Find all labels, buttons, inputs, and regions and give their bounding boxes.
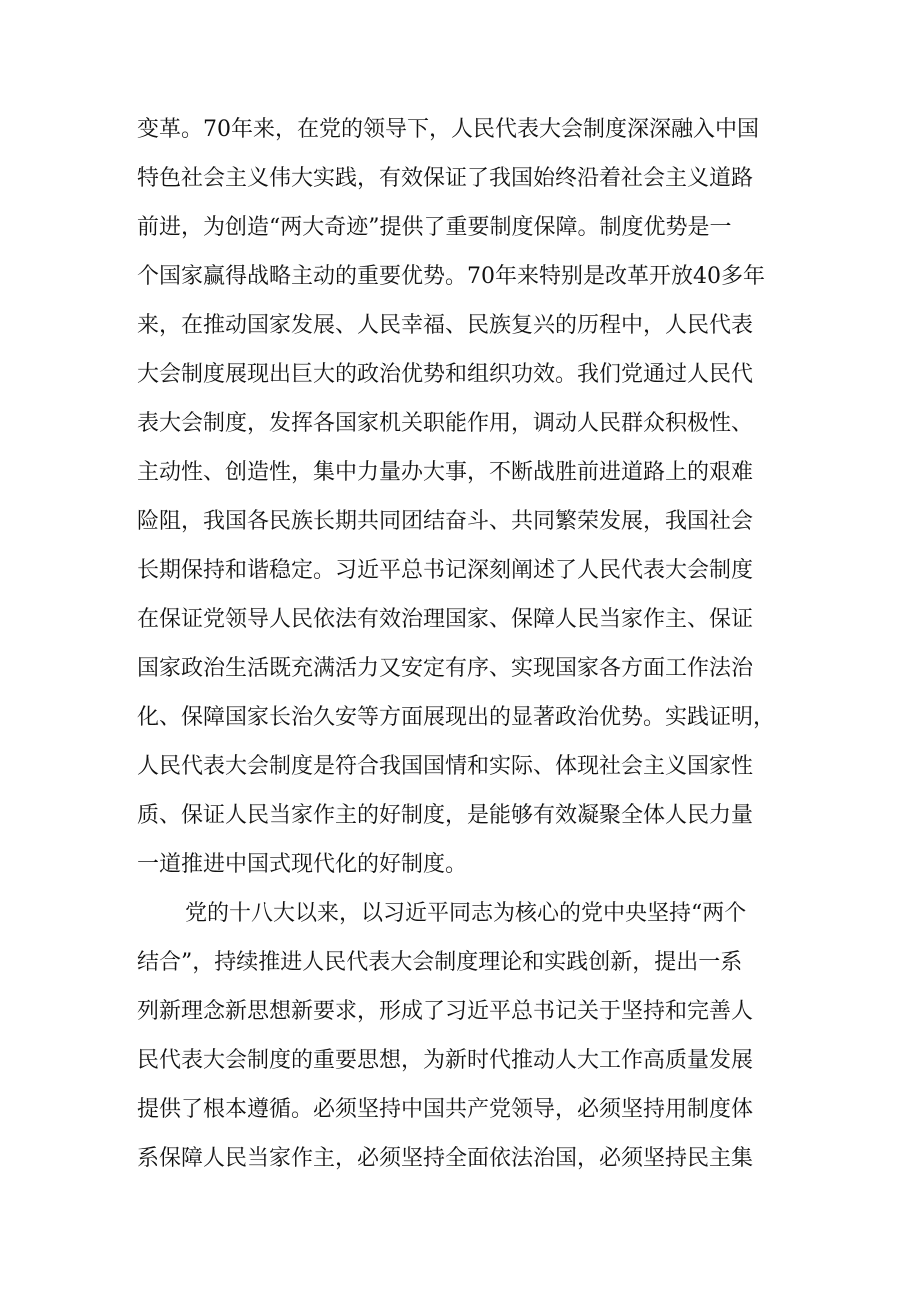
paragraph-1-line-8: 主动性、创造性，集中力量办大事，不断战胜前进道路上的艰难 [137,460,754,485]
paragraph-1-line-13: 化、保障国家长治久安等方面展现出的显著政治优势。实践证明， [137,705,776,730]
paragraph-2-line-4: 民代表大会制度的重要思想，为新时代推动人大工作高质量发展 [137,1048,754,1073]
paragraph-2-line-5: 提供了根本遵循。必须坚持中国共产党领导，必须坚持用制度体 [137,1097,754,1122]
paragraph-1-line-1: 变革。70年来，在党的领导下，人民代表大会制度深深融入中国 [137,117,759,142]
paragraph-1-line-5: 来，在推动国家发展、人民幸福、民族复兴的历程中，人民代表 [137,313,754,338]
paragraph-1-line-10: 长期保持和谐稳定。习近平总书记深刻阐述了人民代表大会制度 [137,558,754,583]
paragraph-1-line-15: 质、保证人民当家作主的好制度，是能够有效凝聚全体人民力量 [137,803,754,828]
paragraph-2-line-3: 列新理念新思想新要求，形成了习近平总书记关于坚持和完善人 [137,999,754,1024]
paragraph-1-line-9: 险阻，我国各民族长期共同团结奋斗、共同繁荣发展，我国社会 [137,509,754,534]
paragraph-2-line-1: 党的十八大以来，以习近平同志为核心的党中央坚持“两个 [185,901,747,926]
paragraph-1-line-6: 大会制度展现出巨大的政治优势和组织功效。我们党通过人民代 [137,362,754,387]
paragraph-1-line-12: 国家政治生活既充满活力又安定有序、实现国家各方面工作法治 [137,656,754,681]
paragraph-2-line-2: 结合”，持续推进人民代表大会制度理论和实践创新，提出一系 [137,950,743,975]
paragraph-1-line-11: 在保证党领导人民依法有效治理国家、保障人民当家作主、保证 [137,607,754,632]
paragraph-1-line-14: 人民代表大会制度是符合我国国情和实际、体现社会主义国家性 [137,754,754,779]
paragraph-1-line-7: 表大会制度，发挥各国家机关职能作用，调动人民群众积极性、 [137,411,754,436]
paragraph-1-line-3: 前进，为创造“两大奇迹”提供了重要制度保障。制度优势是一 [137,215,732,240]
paragraph-1-line-4: 个国家赢得战略主动的重要优势。70年来特别是改革开放40多年 [137,264,765,289]
paragraph-1-line-2: 特色社会主义伟大实践，有效保证了我国始终沿着社会主义道路 [137,166,754,191]
paragraph-2-line-6: 系保障人民当家作主，必须坚持全面依法治国，必须坚持民主集 [137,1146,754,1171]
paragraph-1-line-16: 一道推进中国式现代化的好制度。 [137,852,468,877]
